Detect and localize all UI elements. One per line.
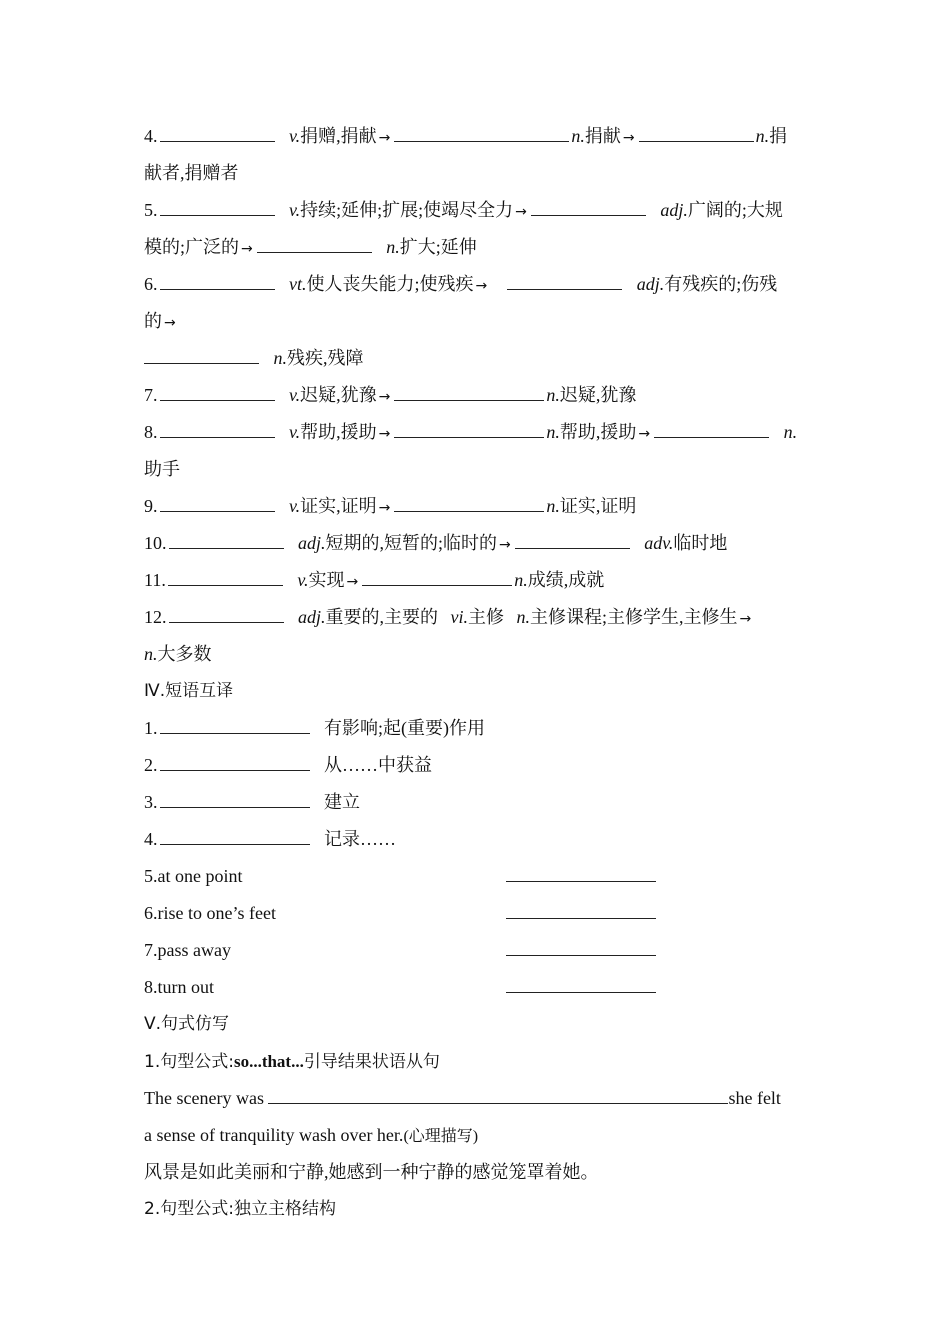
answer-blank[interactable] xyxy=(515,526,630,549)
answer-blank[interactable] xyxy=(506,970,656,993)
arrow-icon: → xyxy=(622,130,635,146)
section-title: Ⅳ.短语互译 xyxy=(144,681,234,701)
arrow-icon: → xyxy=(739,611,752,627)
answer-blank[interactable] xyxy=(160,378,275,401)
arrow-icon: → xyxy=(499,537,511,553)
answer-blank[interactable] xyxy=(160,193,275,216)
arrow-icon: → xyxy=(515,204,527,220)
arrow-icon: → xyxy=(378,500,391,516)
vocab-item-8: 8. v.帮助,援助 → n.帮助,援助 → n. xyxy=(144,414,808,451)
phrase-item: 2. 从……中获益 xyxy=(144,747,808,784)
vocab-item-6: 6. vt.使人丧失能力;使残疾 → adj.有残疾的;伤残 xyxy=(144,266,808,303)
answer-blank[interactable] xyxy=(506,933,656,956)
answer-blank[interactable] xyxy=(506,896,656,919)
arrow-icon: → xyxy=(378,130,391,146)
answer-blank[interactable] xyxy=(160,785,310,808)
phrase-item: 3. 建立 xyxy=(144,784,808,821)
answer-blank[interactable] xyxy=(394,119,569,142)
worksheet-page: 4. v.捐赠,捐献 → n.捐献 → n.捐 献者,捐赠者 5. v.持续;延伸;扩展;使竭尽全力 → adj.广阔的;大规 模的;广泛的 → n.扩大;延伸 6. vt.使人丧失能力;使残疾 → adj.有残疾的;伤残 的 → n.残疾,残障 7. v.迟疑,犹豫 → n.迟疑,犹豫 8. v.帮助,援助 → n.帮助,援助 → n. 助手 9. v.证实,证明 → n.证实,证明 10. adj.短期的,短暂的;临时的 → adv.临时地 11. v.实现 → n.成绩,成就 12. adj.重要的,主要的 vi.主修 n.主修课程;主修学生,主修生 → n.大多数 Ⅳ.短语互译 1. 有影响;起(重要)作用 2. 从……中获益 3. 建立 4. 记录…… 5.at one point 6.rise to one’s feet 7.pass away 8.turn out Ⅴ.句式仿写 1.句型公式:so...that...引导结果状语从句 The scenery was she felt a sense of tranquility wash over her.(心理描写) 风景是如此美丽和宁静,她感到一种宁静的感觉笼罩着她。 2.句型公式:独立主格结构 xyxy=(144,118,808,1228)
arrow-icon: → xyxy=(638,426,651,442)
answer-blank[interactable] xyxy=(144,341,259,364)
vocab-item-11: 11. v.实现 → n.成绩,成就 xyxy=(144,562,808,599)
answer-blank[interactable] xyxy=(394,415,544,438)
answer-blank[interactable] xyxy=(168,563,283,586)
arrow-icon: → xyxy=(164,315,176,331)
translation: 风景是如此美丽和宁静,她感到一种宁静的感觉笼罩着她。 xyxy=(144,1162,599,1182)
pattern-label: 1.句型公式:so...that...引导结果状语从句 xyxy=(144,1052,440,1072)
arrow-icon: → xyxy=(346,574,359,590)
phrase-item: 6.rise to one’s feet xyxy=(144,895,808,932)
phrase-item: 8.turn out xyxy=(144,969,808,1006)
section-title: Ⅴ.句式仿写 xyxy=(144,1014,230,1034)
vocab-item-7: 7. v.迟疑,犹豫 → n.迟疑,犹豫 xyxy=(144,377,808,414)
phrase-item: 7.pass away xyxy=(144,932,808,969)
answer-blank[interactable] xyxy=(160,711,310,734)
arrow-icon: → xyxy=(475,278,488,294)
answer-blank[interactable] xyxy=(362,563,512,586)
answer-blank[interactable] xyxy=(160,267,275,290)
answer-blank[interactable] xyxy=(639,119,754,142)
answer-blank[interactable] xyxy=(394,378,544,401)
answer-blank[interactable] xyxy=(160,415,275,438)
answer-blank[interactable] xyxy=(160,119,275,142)
vocab-item-9: 9. v.证实,证明 → n.证实,证明 xyxy=(144,488,808,525)
arrow-icon: → xyxy=(378,389,391,405)
pattern-label: 2.句型公式:独立主格结构 xyxy=(144,1199,336,1219)
answer-blank[interactable] xyxy=(394,489,544,512)
sentence-exercise: The scenery was she felt xyxy=(144,1080,808,1117)
answer-blank[interactable] xyxy=(160,748,310,771)
answer-blank[interactable] xyxy=(257,230,372,253)
vocab-item-12: 12. adj.重要的,主要的 vi.主修 n.主修课程;主修学生,主修生 → xyxy=(144,599,808,636)
answer-blank[interactable] xyxy=(268,1081,728,1104)
answer-blank[interactable] xyxy=(506,859,656,882)
answer-blank[interactable] xyxy=(169,600,284,623)
vocab-item-10: 10. adj.短期的,短暂的;临时的 → adv.临时地 xyxy=(144,525,808,562)
answer-blank[interactable] xyxy=(531,193,646,216)
answer-blank[interactable] xyxy=(160,822,310,845)
arrow-icon: → xyxy=(378,426,391,442)
vocab-item-4: 4. v.捐赠,捐献 → n.捐献 → n.捐 xyxy=(144,118,808,155)
phrase-item: 1. 有影响;起(重要)作用 xyxy=(144,710,808,747)
phrase-item: 4. 记录…… xyxy=(144,821,808,858)
vocab-item-5: 5. v.持续;延伸;扩展;使竭尽全力 → adj.广阔的;大规 xyxy=(144,192,808,229)
answer-blank[interactable] xyxy=(160,489,275,512)
phrase-item: 5.at one point xyxy=(144,858,808,895)
answer-blank[interactable] xyxy=(169,526,284,549)
answer-blank[interactable] xyxy=(507,267,622,290)
arrow-icon: → xyxy=(241,241,253,257)
answer-blank[interactable] xyxy=(654,415,769,438)
